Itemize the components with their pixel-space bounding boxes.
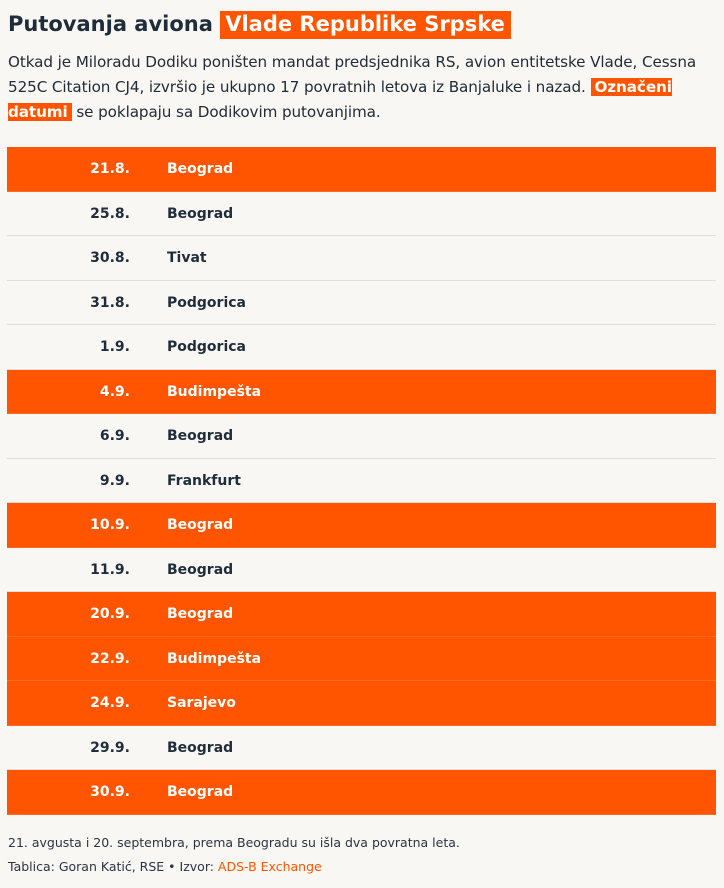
row-destination: Budimpešta xyxy=(167,383,262,400)
row-destination: Beograd xyxy=(167,205,234,222)
intro-text xyxy=(8,50,708,125)
row-destination: Beograd xyxy=(167,784,234,800)
row-destination: Sarajevo xyxy=(167,695,236,711)
table-row xyxy=(7,325,716,370)
row-date: 6.9. xyxy=(99,428,130,444)
table-row xyxy=(7,592,716,637)
row-date: 25.8. xyxy=(90,205,130,222)
flights-table xyxy=(7,147,716,815)
table-row xyxy=(7,370,716,415)
intro-text-before: Otkad je Miloradu Dodiku poništen mandat predsjednika RS, avion entitetske Vlade, Cessna 525C Citation CJ4, izvršio je ukupno 17 povratnih letova iz Banjaluke i nazad. xyxy=(8,53,697,96)
title-highlight: Vlade Republike Srpske xyxy=(220,11,511,39)
table-row xyxy=(7,414,716,459)
row-date: 22.9. xyxy=(90,650,130,667)
row-destination: Podgorica xyxy=(167,339,246,355)
row-date: 20.9. xyxy=(90,606,130,622)
page-title xyxy=(8,8,511,40)
intro-text-after: se poklapaju sa Dodikovim putovanjima. xyxy=(76,103,381,121)
table-row xyxy=(7,236,716,281)
row-date: 10.9. xyxy=(90,517,130,533)
row-date: 1.9. xyxy=(99,339,130,355)
row-date: 9.9. xyxy=(99,472,130,489)
row-date: 4.9. xyxy=(99,383,130,400)
table-row xyxy=(7,548,716,593)
table-row xyxy=(7,770,716,815)
row-date: 24.9. xyxy=(90,695,130,711)
row-destination: Beograd xyxy=(167,606,234,622)
row-destination: Beograd xyxy=(167,428,234,444)
row-date: 30.8. xyxy=(90,250,130,266)
row-destination: Podgorica xyxy=(167,294,246,311)
table-row xyxy=(7,637,716,682)
table-row xyxy=(7,681,716,726)
row-date: 21.8. xyxy=(90,161,130,177)
source-link[interactable]: ADS-B Exchange xyxy=(217,859,322,874)
row-destination: Budimpešta xyxy=(167,650,262,667)
row-date: 30.9. xyxy=(90,784,130,800)
row-destination: Beograd xyxy=(167,517,234,533)
table-row xyxy=(7,281,716,326)
row-destination: Beograd xyxy=(167,561,234,578)
row-destination: Frankfurt xyxy=(167,472,241,489)
row-destination: Beograd xyxy=(167,161,234,177)
title-prefix: Putovanja aviona xyxy=(8,12,213,36)
footnote: 21. avgusta i 20. septembra, prema Beogradu su išla dva povratna leta. xyxy=(8,835,460,850)
row-destination: Tivat xyxy=(167,250,207,266)
credit-line xyxy=(8,859,322,874)
table-row xyxy=(7,459,716,504)
table-row xyxy=(7,192,716,237)
row-destination: Beograd xyxy=(167,739,234,756)
row-date: 11.9. xyxy=(90,561,130,578)
table-row xyxy=(7,147,716,192)
table-row xyxy=(7,726,716,771)
credit-prefix: Tablica: Goran Katić, RSE • Izvor: xyxy=(8,859,218,874)
row-date: 29.9. xyxy=(90,739,130,756)
intro-highlight: Označeni datumi xyxy=(8,78,672,121)
row-date: 31.8. xyxy=(90,294,130,311)
table-row xyxy=(7,503,716,548)
